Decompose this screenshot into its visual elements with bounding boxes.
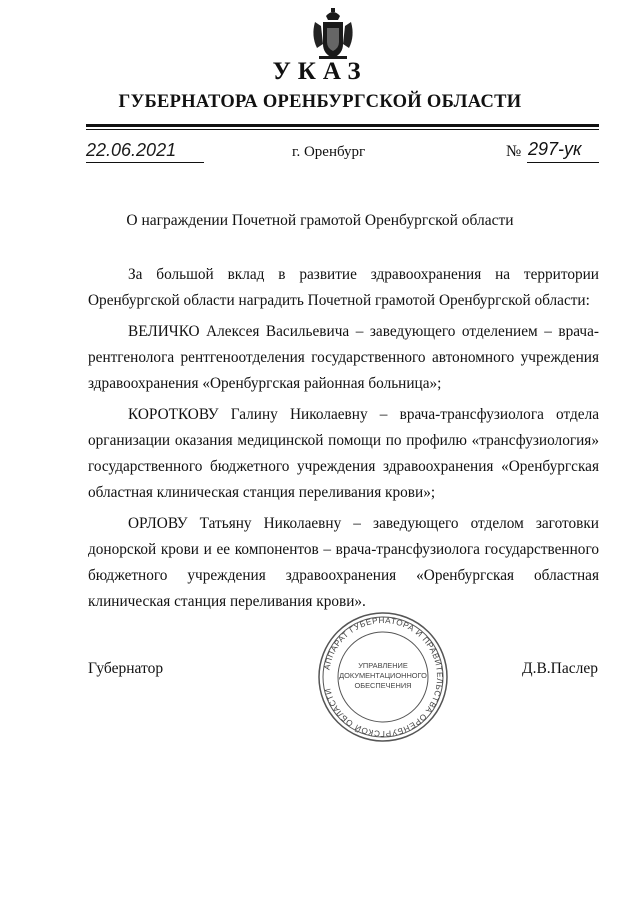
stamp-center-line: ОБЕСПЕЧЕНИЯ <box>354 681 412 690</box>
document-subtitle: ГУБЕРНАТОРА ОРЕНБУРГСКОЙ ОБЛАСТИ <box>118 92 522 112</box>
decree-city: г. Оренбург <box>292 144 366 160</box>
award-item: ОРЛОВУ Татьяну Николаевну – заведующего отделом заготовки донорской крови и ее компонентов – врача-трансфузиолога государственного бюджетного учреждения здравоохранения «Оренбургская областная клиническая станция переливания крови». <box>88 515 599 610</box>
date-underline <box>86 162 204 163</box>
stamp-center-line: ДОКУМЕНТАЦИОННОГО <box>339 671 427 680</box>
body-intro: За большой вклад в развитие здравоохранения на территории Оренбургской области наградить Почетной грамотой Оренбургской области: <box>88 266 599 309</box>
number-underline <box>527 162 599 163</box>
decree-date: 22.06.2021 <box>86 140 177 160</box>
signatory-role: Губернатор <box>88 660 164 677</box>
decree-body <box>88 262 599 615</box>
document-title: УКАЗ <box>272 58 368 85</box>
header-divider-thin <box>86 129 599 130</box>
award-item: ВЕЛИЧКО Алексея Васильевича – заведующего отделением – врача-рентгенолога рентгеноотделения государственного автономного учреждения здравоохранения «Оренбургская районная больница»; <box>88 323 599 392</box>
award-item: КОРОТКОВУ Галину Николаевну – врача-трансфузиолога отдела организации оказания медицинской помощи по профилю «трансфузиология» государственного бюджетного учреждения здравоохранения «Оренбургская областная клиническая станция переливания крови»; <box>88 406 599 501</box>
coat-of-arms-icon <box>309 6 357 62</box>
number-label: № <box>506 143 522 160</box>
header-divider <box>86 124 599 127</box>
stamp-ring-text: АППАРАТ ГУБЕРНАТОРА И ПРАВИТЕЛЬСТВА ОРЕНБУРГСКОЙ ОБЛАСТИ <box>322 615 445 739</box>
signatory-name: Д.В.Паслер <box>522 660 598 677</box>
official-stamp <box>316 610 450 744</box>
decree-number: 297-ук <box>528 139 582 159</box>
decree-heading: О награждении Почетной грамотой Оренбургской области <box>126 212 514 229</box>
stamp-center-line: УПРАВЛЕНИЕ <box>358 661 408 670</box>
